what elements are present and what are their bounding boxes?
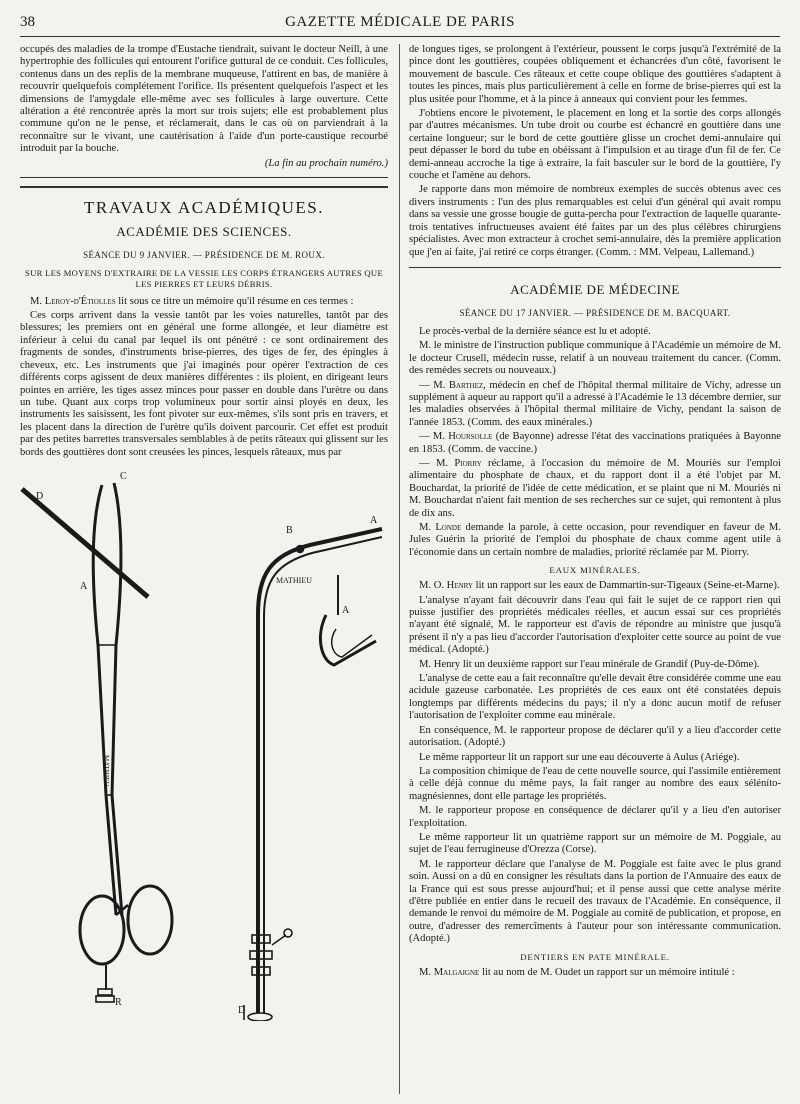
figure-label-a2: A <box>370 514 378 526</box>
section-rule <box>20 177 388 178</box>
figure-label-r: R <box>115 996 122 1008</box>
left-column <box>20 44 388 1021</box>
figure-label-a3: A <box>342 604 350 616</box>
author-name: — M. Hoursolle <box>419 431 493 443</box>
paragraph: Le même rapporteur lit un rapport sur une eau découverte à Aulus (Ariége). <box>419 751 740 763</box>
author-name: M. Londe <box>419 522 462 533</box>
paragraph: Le procès-verbal de la dernière séance est lu et adopté. <box>419 325 651 337</box>
continuation-note: (La fin au prochain numéro.) <box>264 157 388 169</box>
paragraph: M. le rapporteur déclare que l'analyse de M. Poggiale est faite avec le plus grand soin. Aussi on a dû en consigner les résultats dans la portion de l'Annuaire des eaux de la France qui est sous presse aujourd'hui; et il pense aussi que cette analyse mérite d'être publiée en entier dans le recueil des travaux de l'Académie. En conséquence, il demande le renvoi du mémoire de M. Poggiale au comité de publication, et propose, en outre, d'adresser des remercîments à l'auteur pour son intéressante communication. (Adopté.) <box>409 858 781 945</box>
paragraph: M. le rapporteur propose en conséquence de déclarer qu'il y a lieu d'en autoriser l'exploitation. <box>409 805 781 829</box>
seance-line: SÉANCE DU 9 JANVIER. — PRÉSIDENCE DE M. ROUX. <box>83 249 325 260</box>
figure-label-b: B <box>286 524 293 536</box>
author-name: M. Malgaigne <box>419 966 480 978</box>
page-number: 38 <box>20 14 35 30</box>
section-title: TRAVAUX ACADÉMIQUES. <box>83 197 324 217</box>
author-name: — M. Barthez <box>419 379 484 391</box>
subsection-title: DENTIERS EN PATE MINÉRALE. <box>520 951 670 962</box>
paragraph: de longues tiges, se prolongent à l'extérieur, poussent le corps jusqu'à l'extrémité de la pince dont les gouttières, coupées obliquement et échancrées d'un côté, favorisent le mouvement de bascule. Ces râteaux et cette coupe oblique des gouttières s'adaptent à toutes les pinces, mais plus particulièrement à celle en forme de brise-pierres qui est la plus usitée pour l'homme, et à la pince à anneaux qui convient pour les femmes. <box>409 44 781 105</box>
surgical-instruments-illustration <box>20 465 388 1021</box>
column-divider <box>399 44 400 1094</box>
figure-label-a: A <box>80 580 88 592</box>
author-name: M. O. Henry <box>419 580 473 592</box>
paragraph: L'analyse de cette eau a fait reconnaître qu'elle devait être considérée comme une eau acidule gazeuse carbonatée. Les propriétés de ces eaux ont été constatées depuis longtemps par différents médecins du pays; il n'y a donc aucun motif de refuser l'autorisation de l'exploiter comme eau minérale. <box>409 673 781 722</box>
paragraph: M. O. Henry lit un rapport sur les eaux de Dammartin-sur-Tigeaux (Seine-et-Marne). <box>419 580 780 592</box>
paragraph: — M. Piorry réclame, à l'occasion du mémoire de M. Mouriès sur l'emploi alimentaire du phosphate de chaux, et du rapport dont il a été l'objet par M. Bouchardat, la priorité de l'idée de cette médication, et se plaint que ni M. Mouriès ni M. Bouchardat n'aient fait mention de ses recherches sur ce sujet, qui remontent à plus de dix ans. <box>409 457 781 519</box>
figure-label-mathieu2: MATHIEU <box>276 575 312 585</box>
page-header <box>20 14 780 37</box>
paragraph: La composition chimique de l'eau de cette nouvelle source, qui l'assimile entièrement à celle déjà connue du même pays, la fait ranger au nombre des eaux séléníto-magnésiennes, dont elle partage les propriétés. <box>409 765 781 802</box>
paragraph: M. Leroy-d'Étiolles lit sous ce titre un mémoire qu'il résume en ces termes : <box>30 295 354 307</box>
paragraph: L'analyse n'ayant fait découvrir dans l'eau qui fait le sujet de ce rapport rien qui puisse justifier des propriétés médicales réelles, et aucun essai sur ces propriétés n'ayant été signalé, M. le rapporteur est d'avis de répondre au ministre que jusqu'à présent il n'y a pas lieu d'accorder l'autorisation d'exploiter cette source au point de vue médical. (Adopté.) <box>409 594 781 656</box>
author-name: M. Leroy-d'Étiolles <box>30 295 116 307</box>
academy-title: ACADÉMIE DES SCIENCES. <box>116 223 292 239</box>
figure-label-mathieu: MATHIEU <box>102 754 110 787</box>
instruments-figure <box>20 465 388 1021</box>
figure-label-d2: D <box>238 1004 246 1016</box>
paragraph: En conséquence, M. le rapporteur propose de déclarer qu'il y a lieu d'accorder cette autorisation. (Adopté.) <box>409 724 781 749</box>
paragraph: — M. Hoursolle (de Bayonne) adresse l'état des vaccinations pratiquées à Bayonne en 1853. (Comm. de vaccine.) <box>409 431 781 455</box>
section-rule-thick <box>20 186 388 188</box>
subsection-title: EAUX MINÉRALES. <box>549 565 641 576</box>
paragraph: M. Malgaigne lit au nom de M. Oudet un rapport sur un mémoire intitulé : <box>419 966 735 978</box>
seance-line: SÉANCE DU 17 JANVIER. — PRÉSIDENCE DE M. BACQUART. <box>459 307 731 318</box>
paragraph: Le même rapporteur lit un quatrième rapport sur un mémoire de M. Poggiale, au sujet de l'eau ferrugineuse d'Orezza (Corse). <box>409 831 781 856</box>
academy-title: ACADÉMIE DE MÉDECINE <box>510 281 680 297</box>
paragraph: Je rapporte dans mon mémoire de nombreux exemples de succès obtenus avec ces divers instruments : l'un des plus remarquables est celui d'un général qui avait rompu dans sa vessie une grosse bougie de gutta-percha pour l'extraction de laquelle quarante-trois tentatives infructueuses avaient été faites par un des plus célèbres chirurgiens spécialistes. Avec mon extracteur à crochet semi-annulaire, dès la première application que j'en ai faite, j'ai retiré ce corps étranger. (Comm. : MM. Velpeau, Lallemand.) <box>409 184 781 258</box>
paragraph: — M. Barthez, médecin en chef de l'hôpital thermal militaire de Vichy, adresse un supplément à aqueur au rapport qu'il a adressé à l'Académie le 13 décembre dernier, sur les maladies observées à l'hôpital thermal militaire de Vichy, pendant la saison de l'année 1853. (Comm. des eaux minérales.) <box>409 379 781 428</box>
right-column <box>409 44 781 981</box>
paragraph: M. Londe demande la parole, à cette occasion, pour revendiquer en faveur de M. Jules Guérin la priorité de l'emploi du phosphate de chaux comme agent utile à l'économie dans un certain nombre de maladies, priorité réclamée par M. Piorry. <box>409 522 781 558</box>
paragraph: M. le ministre de l'instruction publique communique à l'Académie un mémoire de M. le docteur Crusell, médecin russe, relatif à un nouveau traitement du cancer. (Comm. des remèdes secrets ou nouveaux.) <box>409 340 781 377</box>
author-name: — M. Piorry <box>419 457 482 469</box>
figure-label-d: D <box>36 490 44 502</box>
section-rule <box>409 267 781 268</box>
figure-label-c: C <box>120 470 127 482</box>
continued-paragraph: occupés des maladies de la trompe d'Eustache tiendrait, suivant le docteur Neill, à une hypertrophie des follicules qui entourent l'orifice guttural de ce conduit. Ces follicules, contenus dans un des replis de la membrane muqueuse, l'attirent en bas, de manière à recouvrir quelquefois complétement l'orifice. Ils présentent quelquefois l'aspect et les dimensions de l'amygdale elle-même avec ses follicules à large ouverture. Cette altération a été rencontrée après la mort sur trois sujets; elle est probablement plus commune qu'on ne le pense, et réclamerait, dans le cas où on parviendrait à la reconnaître sur le vivant, une cautérisation à l'aide d'un porte-caustique recourbé introduit par la bouche. <box>20 44 388 155</box>
topic-heading: SUR LES MOYENS D'EXTRAIRE DE LA VESSIE LES CORPS ÉTRANGERS AUTRES QUE LES PIERRES ET LEURS DÉBRIS. <box>25 267 383 289</box>
paragraph: M. Henry lit un deuxième rapport sur l'eau minérale de Grandif (Puy-de-Dôme). <box>419 658 760 670</box>
paragraph: J'obtiens encore le pivotement, le placement en long et la sortie des corps allongés par d'autres mécanismes. Un tube droit ou courbe est échancré en gouttière dans une certaine longueur; sur le bord de cette gouttière glisse un crochet demi-annulaire qui peut dépasser le bord du tube en obéissant à l'impulsion et au tirage d'un fil de fer. Ce demi-anneau accroche la tige à extraire, la fait basculer sur le bord de la gouttière, l'y couche et l'amène au dehors. <box>409 108 781 182</box>
paragraph: Ces corps arrivent dans la vessie tantôt par les voies naturelles, tantôt par des blessures; les premiers ont en général une forme allongée, et leur diamètre est inférieur à celui du canal par lequel ils ont pénétré : ce sont ordinairement des fragments de sondes, d'instruments brise-pierres, des tiges de fer, des épingles à cheveux, etc. Les instruments que j'ai imaginés pour opérer l'extraction de ces différents corps agissent de deux manières différentes : ils ploient, en dirigeant leurs pointes en arrière, les tiges assez minces pour passer en double dans l'urètre ou dans un tube. Quant aux corps trop volumineux pour sortir ainsi ployés en deux, les instruments les saisissent, les font pivoter sur eux-mêmes, s'ils sont pris en travers, et les placent dans la direction de l'urètre qu'ils doivent parcourir. Cet effet est produit par des petites barrettes transversales semblables à de petits râteaux qui glissent sur les bords des gouttières dont sont creusées les pinces, lesquels râteaux, mus par <box>20 310 388 458</box>
running-title: GAZETTE MÉDICALE DE PARIS <box>285 14 515 30</box>
